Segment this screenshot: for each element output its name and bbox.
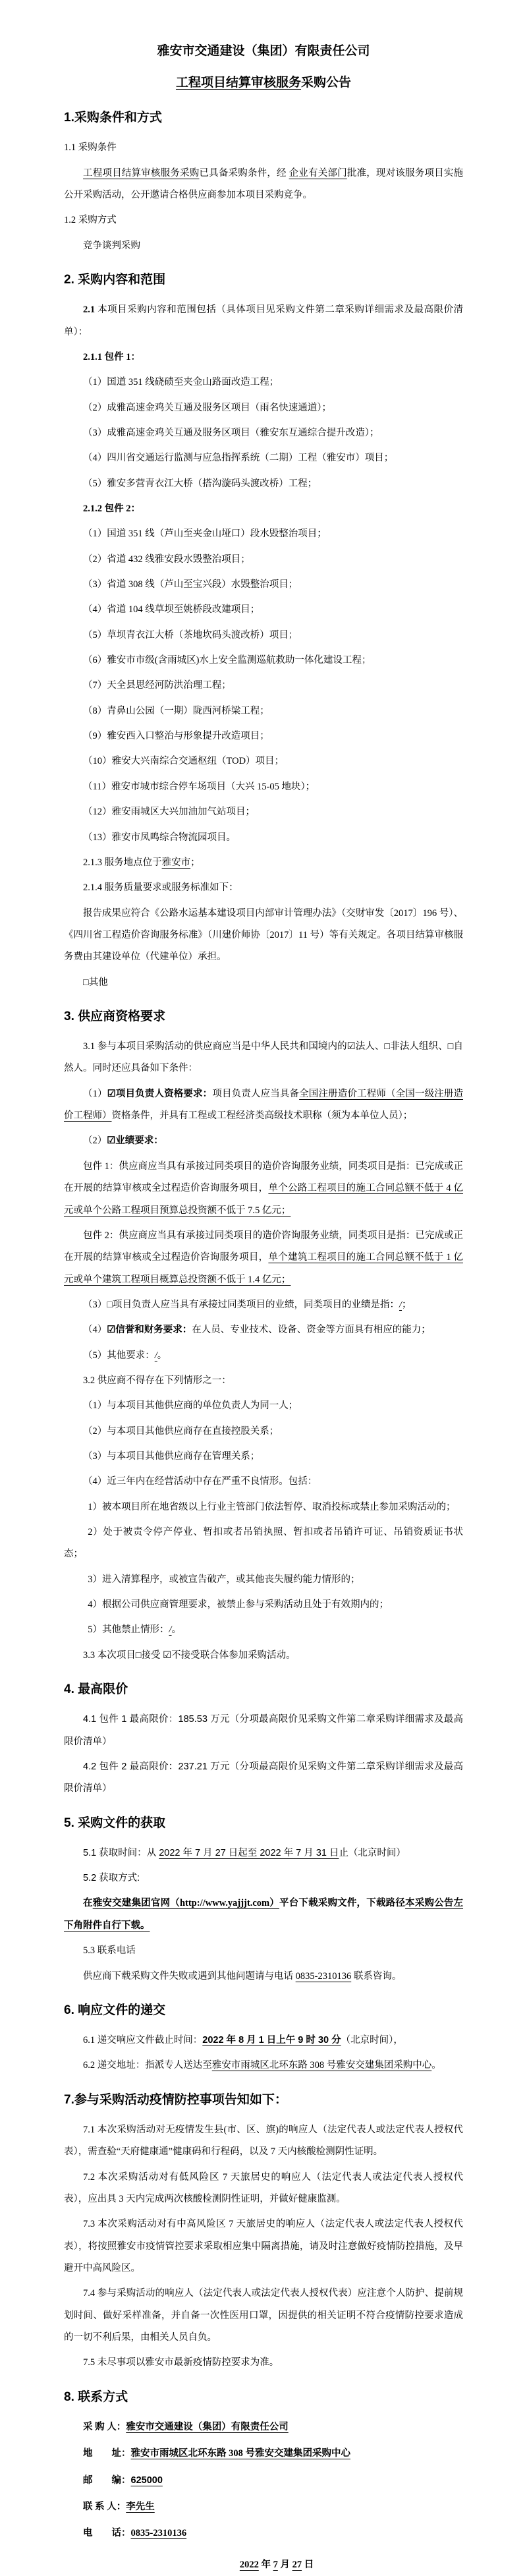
clause-1-1-text: 工程项目结算审核服务采购已具备采购条件，经 企业有关部门批准，现对该服务项目实施公开采购活动，公开邀请合格供应商参加本项目采购竞争。 bbox=[64, 167, 464, 201]
clause-7-3: 7.3 本次采购活动对有中高风险区 7 天旅居史的响应人（法定代表人或法定代表人授权代表），将按照雅安市疫情管控要求采取相应集中隔离措施，请及时注意做好疫情防控措施，及早避开中高风险区。 bbox=[64, 2219, 463, 2274]
download-help: 供应商下载采购文件失败或遇到其他问题请与电话 0835-2310136 联系咨询。 bbox=[83, 1970, 402, 1982]
clause-7-4: 7.4 参与采购活动的响应人（法定代表人或法定代表人授权代表）应注意个人防护、提前规划时间、做好采样准备，并自备一次性医用口罩，因提供的相关证明不符合疫情防控要求造成的一切不利后果，由相关人员自负。 bbox=[64, 2288, 463, 2343]
announcement-title bbox=[64, 71, 463, 95]
quality-requirements: 报告成果应符合《公路水运基本建设项目内部审计管理办法》（交财审发〔2017〕196 号）、《四川省工程造价咨询服务标准》（川建价师协〔2017〕11 号）等有关规定。各项目结算审核服务费由其建设单位（代建单位）承担。 bbox=[64, 907, 463, 963]
package-2-item: （12）雅安雨城区大兴加油加气站项目； bbox=[83, 807, 255, 818]
package-2-item: （6）雅安市市级(含雨城区)水上安全监测巡航救助一体化建设工程； bbox=[83, 655, 372, 666]
forbidden-item: （1）与本项目其他供应商的单位负责人为同一人； bbox=[83, 1400, 298, 1412]
price-limit-package-1: 4.1 包件 1 最高限价：185.53 万元（分项最高限价见采购文件第二章采购详细需求及最高限价清单） bbox=[64, 1714, 464, 1747]
procurement-name-underlined: 工程项目结算审核服务采购 bbox=[83, 167, 200, 179]
package-2-item: （8）青鼻山公园（一期）陇西河桥梁工程； bbox=[83, 705, 269, 716]
bad-record-item-2: 2）处于被责令停产停业、暂扣或者吊销执照、暂扣或者吊销许可证、吊销资质证书状态； bbox=[64, 1526, 463, 1560]
clause-1-2-label: 1.2 采购方式 bbox=[64, 215, 117, 226]
clause-1-1-label: 1.1 采购条件 bbox=[64, 142, 117, 154]
qualification-item-2: （2）☑业绩要求： bbox=[83, 1135, 163, 1147]
clause-5-3: 5.3 联系电话 bbox=[83, 1945, 136, 1957]
package-2-item: （9）雅安西入口整治与形象提升改造项目； bbox=[83, 731, 269, 742]
package-1-item: （1）国道 351 线硗碛至夹金山路面改造工程； bbox=[83, 377, 279, 388]
package-1-title: 2.1.1 包件 1： bbox=[83, 351, 140, 362]
section-1-heading: 1.采购条件和方式 bbox=[64, 111, 162, 125]
other-checkbox: □其他 bbox=[83, 977, 108, 988]
phone-label: 电 话： bbox=[83, 2528, 131, 2539]
company-title: 雅安市交通建设（集团）有限责任公司 bbox=[157, 44, 370, 58]
zip-value: 625000 bbox=[130, 2475, 163, 2486]
buyer-row bbox=[64, 2417, 463, 2438]
approver-underlined: 企业有关部门 bbox=[289, 167, 347, 179]
section-7-heading: 7.参与采购活动疫情防控事项告知如下： bbox=[64, 2092, 287, 2107]
procurement-method: 竞争谈判采购 bbox=[83, 240, 140, 251]
section-3-heading: 3. 供应商资格要求 bbox=[64, 1009, 166, 1023]
slash-placeholder: / bbox=[169, 1624, 172, 1636]
section-6-heading: 6. 响应文件的递交 bbox=[64, 2003, 166, 2017]
date-month: 7 bbox=[273, 2559, 278, 2570]
package-2-max-price: 4.2 包件 2 最高限价：237.21 万元 bbox=[83, 1761, 230, 1772]
clause-7-2: 7.2 本次采购活动对有低风险区 7 天旅居史的响应人（法定代表人或法定代表人授权代表），应出具 3 天内完成两次核酸检测阴性证明，并做好健康监测。 bbox=[64, 2171, 463, 2204]
contact-block bbox=[64, 2417, 463, 2545]
phone-value: 0835-2310136 bbox=[130, 2528, 187, 2539]
bad-record-item-3: 3）进入清算程序，或被宣告破产，或其他丧失履约能力情形的； bbox=[88, 1574, 360, 1585]
zip-label: 邮 编： bbox=[83, 2475, 131, 2486]
slash-placeholder: / bbox=[399, 1299, 402, 1310]
section-2-heading: 2. 采购内容和范围 bbox=[64, 273, 166, 287]
contact-person-label: 联 系 人： bbox=[83, 2501, 126, 2512]
clause-6-1: 6.1 递交响应文件截止时间：2022 年 8 月 1 日上午 9 时 30 分（北京时间）， bbox=[83, 2035, 403, 2046]
deadline-underlined: 2022 年 8 月 1 日上午 9 时 30 分 bbox=[202, 2035, 341, 2046]
clause-3-1: 3.1 参与本项目采购活动的供应商应当是中华人民共和国境内的☑法人、□非法人组织、□自然人。同时还应具备如下条件： bbox=[64, 1041, 463, 1074]
section-5-heading: 5. 采购文件的获取 bbox=[64, 1816, 166, 1830]
clause-2-1-3: 2.1.3 服务地点位于雅安市； bbox=[83, 857, 200, 868]
date-year: 2022 bbox=[239, 2559, 259, 2570]
download-instructions: 在雅安交建集团官网（http://www.yajjjt.com）平台下载采购文件，下载路径本采购公告左下角附件自行下载。 bbox=[64, 1898, 464, 1931]
contact-person-value: 李先生 bbox=[126, 2501, 155, 2512]
credit-finance-bold: ☑信誉和财务要求： bbox=[107, 1325, 192, 1336]
date-day: 27 bbox=[292, 2559, 302, 2570]
clause-5-2: 5.2 获取方式: bbox=[83, 1873, 140, 1884]
service-location-underlined: 雅安市 bbox=[161, 857, 191, 868]
clause-5-1: 5.1 获取时间：从 2022 年 7 月 27 日起至 2022 年 7 月 31 日止（北京时间） bbox=[83, 1847, 406, 1858]
address-label: 地 址： bbox=[83, 2448, 131, 2459]
package-2-item: （10）雅安大兴南综合交通枢纽（TOD）项目； bbox=[83, 756, 285, 767]
qualification-item-1: （1）☑项目负责人资格要求：项目负责人应当具备全国注册造价工程师（全国一级注册造价工程师）资格条件，并具有工程或工程经济类高级技术职称（须为本单位人员）； bbox=[64, 1088, 464, 1122]
package-2-item: （1）国道 351 线（芦山至夹金山垭口）段水毁整治项目； bbox=[83, 529, 327, 540]
clause-6-2: 6.2 递交地址：指派专人送达至雅安市雨城区北环东路 308 号雅安交建集团采购中心。 bbox=[83, 2060, 441, 2071]
section-4-heading: 4. 最高限价 bbox=[64, 1682, 128, 1697]
forbidden-item: （4）近三年内在经营活动中存在严重不良情形。包括： bbox=[83, 1476, 318, 1487]
package-2-item: （7）天全县思经河防洪治理工程； bbox=[83, 680, 231, 691]
buyer-value: 雅安市交通建设（集团）有限责任公司 bbox=[126, 2421, 289, 2432]
package-2-threshold-underlined: 单个建筑工程项目的施工合同总额不低于 1 亿元或单个建筑工程项目概算总投资额不低于 1.4 亿元； bbox=[64, 1252, 463, 1285]
package-1-threshold-underlined: 单个公路工程项目的施工合同总额不低于 4 亿元或单个公路工程项目预算总投资额不低于 7.5 亿元； bbox=[64, 1183, 463, 1216]
bad-record-item-5: 5）其他禁止情形：/。 bbox=[88, 1624, 182, 1636]
obtain-period-underlined: 2022 年 7 月 27 日起至 2022 年 7 月 31 日 bbox=[159, 1847, 339, 1858]
package-2-title: 2.1.2 包件 2： bbox=[83, 503, 140, 515]
slash-placeholder: / bbox=[154, 1350, 157, 1361]
clause-3-2: 3.2 供应商不得存在下列情形之一： bbox=[83, 1375, 231, 1386]
forbidden-item: （2）与本项目其他供应商存在直接控股关系； bbox=[83, 1425, 279, 1437]
help-phone-underlined: 0835-2310136 bbox=[295, 1970, 352, 1982]
package-1-performance: 包件 1：供应商应当具有承接过同类项目的造价咨询服务业绩，同类项目是指：已完成或正在开展的结算审核或全过程造价咨询服务项目，单个公路工程项目的施工合同总额不低于 4 亿元或单个公路工程项目预算总投资额不低于 7.5 亿元； bbox=[64, 1160, 463, 1216]
section-8-heading: 8. 联系方式 bbox=[64, 2390, 128, 2404]
address-row bbox=[64, 2443, 463, 2465]
package-1-max-price: 4.1 包件 1 最高限价：185.53 万元 bbox=[83, 1714, 230, 1725]
package-2-item: （11）雅安市城市综合停车场项目（大兴 15-05 地块）； bbox=[83, 781, 316, 792]
zip-row bbox=[64, 2470, 463, 2492]
package-1-item: （2）成雅高速金鸡关互通及服务区项目（雨名快速通道）； bbox=[83, 402, 331, 413]
engineer-cert-underlined: 全国注册造价工程师（全国一级注册造价工程师） bbox=[64, 1088, 464, 1122]
announcement-date: 2022 年 7 月 27 日 bbox=[239, 2559, 314, 2570]
website-underlined: 雅安交建集团官网（http://www.yajjjt.com） bbox=[92, 1898, 279, 1909]
package-1-item: （5）雅安多营青衣江大桥（搭沟漩码头渡改桥）工程； bbox=[83, 478, 318, 489]
package-2-item: （4）省道 104 线草坝至姚桥段改建项目； bbox=[83, 604, 260, 615]
contact-person-row bbox=[64, 2496, 463, 2518]
delivery-address-underlined: 雅安市雨城区北环东路 308 号雅安交建集团采购中心 bbox=[211, 2060, 432, 2071]
package-1-item: （4）四川省交通运行监测与应急指挥系统（二期）工程（雅安市）项目； bbox=[83, 453, 394, 464]
clause-2-1: 2.1 本项目采购内容和范围包括（具体项目见采购文件第二章采购详细需求及最高限价清单）： bbox=[64, 304, 463, 337]
clause-7-5: 7.5 未尽事项以雅安市最新疫情防控要求为准。 bbox=[83, 2357, 279, 2368]
leader-qualification-bold: ☑项目负责人资格要求： bbox=[107, 1088, 213, 1099]
qualification-item-4: （4）☑信誉和财务要求：在人员、专业技术、设备、资金等方面具有相应的能力； bbox=[83, 1325, 431, 1336]
phone-row bbox=[64, 2523, 463, 2544]
performance-requirement-bold: ☑业绩要求： bbox=[107, 1135, 163, 1147]
forbidden-item: （3）与本项目其他供应商存在管理关系； bbox=[83, 1450, 260, 1462]
package-2-item: （5）草坝青衣江大桥（茶地坎码头渡改桥）项目； bbox=[83, 629, 298, 641]
download-path-underlined: 本采购公告左下角附件自行下载。 bbox=[64, 1898, 464, 1931]
announcement-title-rest: 采购公告 bbox=[301, 76, 352, 90]
package-1-item: （3）成雅高速金鸡关互通及服务区项目（雅安东互通综合提升改造）； bbox=[83, 428, 379, 438]
bad-record-item-4: 4）根据公司供应商管理要求，被禁止参与采购活动且处于有效期内的； bbox=[88, 1599, 389, 1610]
price-limit-package-2: 4.2 包件 2 最高限价：237.21 万元（分项最高限价见采购文件第二章采购详细需求及最高限价清单） bbox=[64, 1761, 464, 1794]
bad-record-item-1: 1）被本项目所在地省级以上行业主管部门依法暂停、取消投标或禁止参加采购活动的； bbox=[88, 1501, 456, 1512]
package-2-item: （13）雅安市凤鸣综合物流园项目。 bbox=[83, 832, 236, 843]
package-2-item: （3）省道 308 线（芦山至宝兴段）水毁整治项目； bbox=[83, 579, 298, 590]
clause-3-3: 3.3 本次项目□接受 ☑不接受联合体参加采购活动。 bbox=[83, 1649, 296, 1661]
package-2-performance: 包件 2：供应商应当具有承接过同类项目的造价咨询服务业绩，同类项目是指：已完成或正在开展的结算审核或全过程造价咨询服务项目，单个建筑工程项目的施工合同总额不低于 1 亿元或单个建筑工程项目概算总投资额不低于 1.4 亿元； bbox=[64, 1230, 463, 1285]
buyer-label: 采 购 人： bbox=[83, 2421, 126, 2432]
clause-7-1: 7.1 本次采购活动对无疫情发生县(市、区、旗)的响应人（法定代表人或法定代表人授权代表），需查验“天府健康通”健康码和行程码，以及 7 天内核酸检测阴性证明。 bbox=[64, 2124, 463, 2158]
address-value: 雅安市雨城区北环东路 308 号雅安交建集团采购中心 bbox=[130, 2448, 350, 2459]
qualification-item-5: （5）其他要求：/。 bbox=[83, 1350, 167, 1361]
package-2-item: （2）省道 432 线雅安段水毁整治项目； bbox=[83, 554, 250, 565]
announcement-title-underlined: 工程项目结算审核服务 bbox=[175, 76, 301, 90]
clause-2-1-4: 2.1.4 服务质量要求或服务标准如下： bbox=[83, 882, 238, 894]
qualification-item-3: （3）□项目负责人应当具有承接过同类项目的业绩，同类项目的业绩是指：/； bbox=[83, 1299, 412, 1310]
